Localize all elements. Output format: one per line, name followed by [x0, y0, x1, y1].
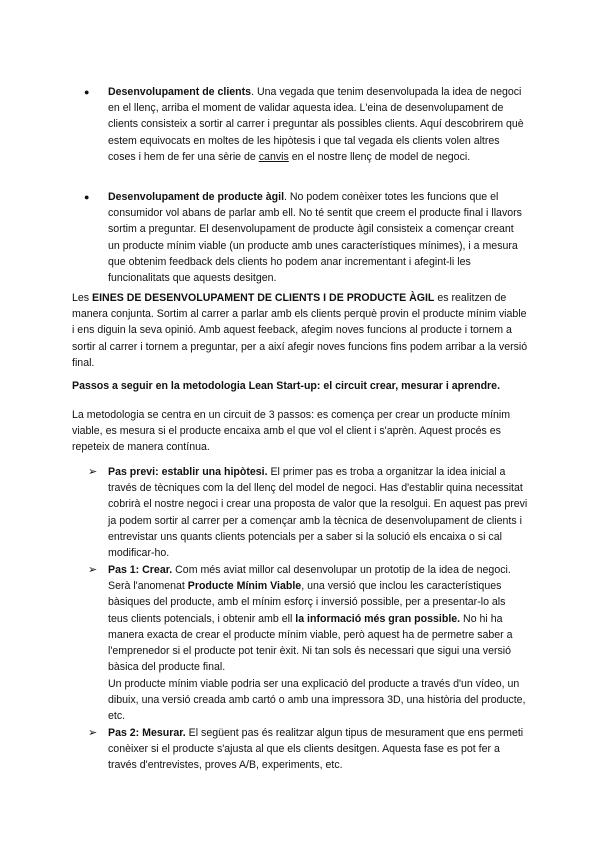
section-heading: Passos a seguir en la metodologia Lean Start-up: el circuit crear, mesurar i aprendre.	[72, 380, 501, 392]
mvp-examples-paragraph: Un producte mínim viable podria ser una explicació del producte a través d'un vídeo, un dibuix, una versió creada amb cartó o amb una impressora 3D, una història del producte, etc.	[108, 678, 526, 723]
step-text: Pas previ: establir una hipòtesi. El primer pas es troba a organitzar la idea inicial a través de tècniques com la del llenç del model de negoci. Has d'establir quina necessitat cobrirà el nostre negoci i crear una proposta de valor que la resolgui. En aquest pas previ ja podem sortir al carrer per a començar amb la tècnica de desenvolupament de clients i entrevistar uns quants clients potencials per a saber si la solució els encaixa o si cal modificar-ho.	[108, 466, 528, 560]
bullet-icon: ●	[84, 87, 90, 97]
step-pas-2	[88, 725, 528, 774]
bullet-item-desenvolupament-producte	[84, 189, 524, 286]
step-pas-previ	[88, 464, 528, 561]
bold-mvp: Producte Mínim Viable	[187, 580, 302, 593]
arrow-bullet-icon: ➢	[88, 466, 98, 478]
bullet-title: Desenvolupament de clients	[108, 86, 252, 98]
step-title: Pas previ: establir una hipòtesi.	[108, 466, 268, 478]
step-text: Pas 1: Crear. Com més aviat millor cal desenvolupar un prototip de la idea de negoci. Serà l'anomenat Producte Mínim Viable, una versió que inclou les característiques bàsiques del producte, amb el mínim esforç i inversió possible, per a presentar-lo als teus clients potencials, i obtenir amb ell la informació més gran possible. No hi ha manera exacta de crear el producte mínim viable, però aquest ha de permetre saber a l'emprenedor si el producte pot tenir èxit. Ni tan sols és necessari que sigui una versió bàsica del producte final.	[108, 564, 513, 674]
intro-paragraph: La metodologia se centra en un circuit de 3 passos: es comença per crear un producte mínim viable, es mesura si el producte encaixa amb el que vol el client i s'aprèn. Aquest procés es repeteix de manera contínua.	[72, 409, 511, 454]
bullet-item-desenvolupament-clients	[84, 84, 524, 165]
underlined-word: canvis	[258, 150, 289, 163]
bold-info: la informació més gran possible.	[295, 612, 461, 625]
bullet-title: Desenvolupament de producte àgil	[108, 191, 285, 203]
step-title: Pas 2: Mesurar.	[108, 727, 186, 739]
arrow-bullet-icon: ➢	[88, 727, 98, 739]
bullet-icon: ●	[84, 192, 90, 202]
eines-paragraph: Les EINES DE DESENVOLUPAMENT DE CLIENTS I DE PRODUCTE ÀGIL es realitzen de manera conjunta. Sortim al carrer a parlar amb els clients perquè provin el producte mínim viable i ens diguin la seva opinió. Amb aquest feeback, afegim noves funcions al producte i tornem a sortir al carrer i tornem a preguntar, per a així afegir noves funcions fins podem arribar a la versió final.	[72, 292, 528, 369]
eines-bold: EINES DE DESENVOLUPAMENT DE CLIENTS I DE PRODUCTE ÀGIL	[92, 292, 435, 304]
bullet-text: Desenvolupament de clients. Una vegada que tenim desenvolupada la idea de negoci en el llenç, arriba el moment de validar aquesta idea. L'eina de desenvolupament de clients consisteix a sortir al carrer i preguntar als possibles clients. Aquí descobrirem què estem equivocats en moltes de les hipòtesis i que tal vegada els clients volen altres coses i hem de fer una sèrie de canvis en el nostre llenç de model de negoci.	[108, 86, 524, 163]
step-title: Pas 1: Crear.	[108, 564, 173, 576]
step-pas-1	[88, 562, 528, 675]
arrow-bullet-icon: ➢	[88, 564, 98, 576]
step-text: Pas 2: Mesurar. El següent pas és realitzar algun tipus de mesurament que ens permeti conèixer si el producte s'ajusta al que els clients desitgen. Aquesta fase es pot fer a través d'entrevistes, proves A/B, experiments, etc.	[108, 727, 524, 772]
bullet-text: Desenvolupament de producte àgil. No podem conèixer totes les funcions que el consumidor vol abans de parlar amb ell. No té sentit que creem el producte final i llavors sortim a preguntar. El desenvolupament de producte àgil consisteix a començar creant un producte mínim viable (un producte amb unes característiques mínimes), i a mesura que obtenim feedback dels clients ho podem anar incrementant i afegint-li les funcionalitats que aquests desitgen.	[108, 191, 522, 285]
